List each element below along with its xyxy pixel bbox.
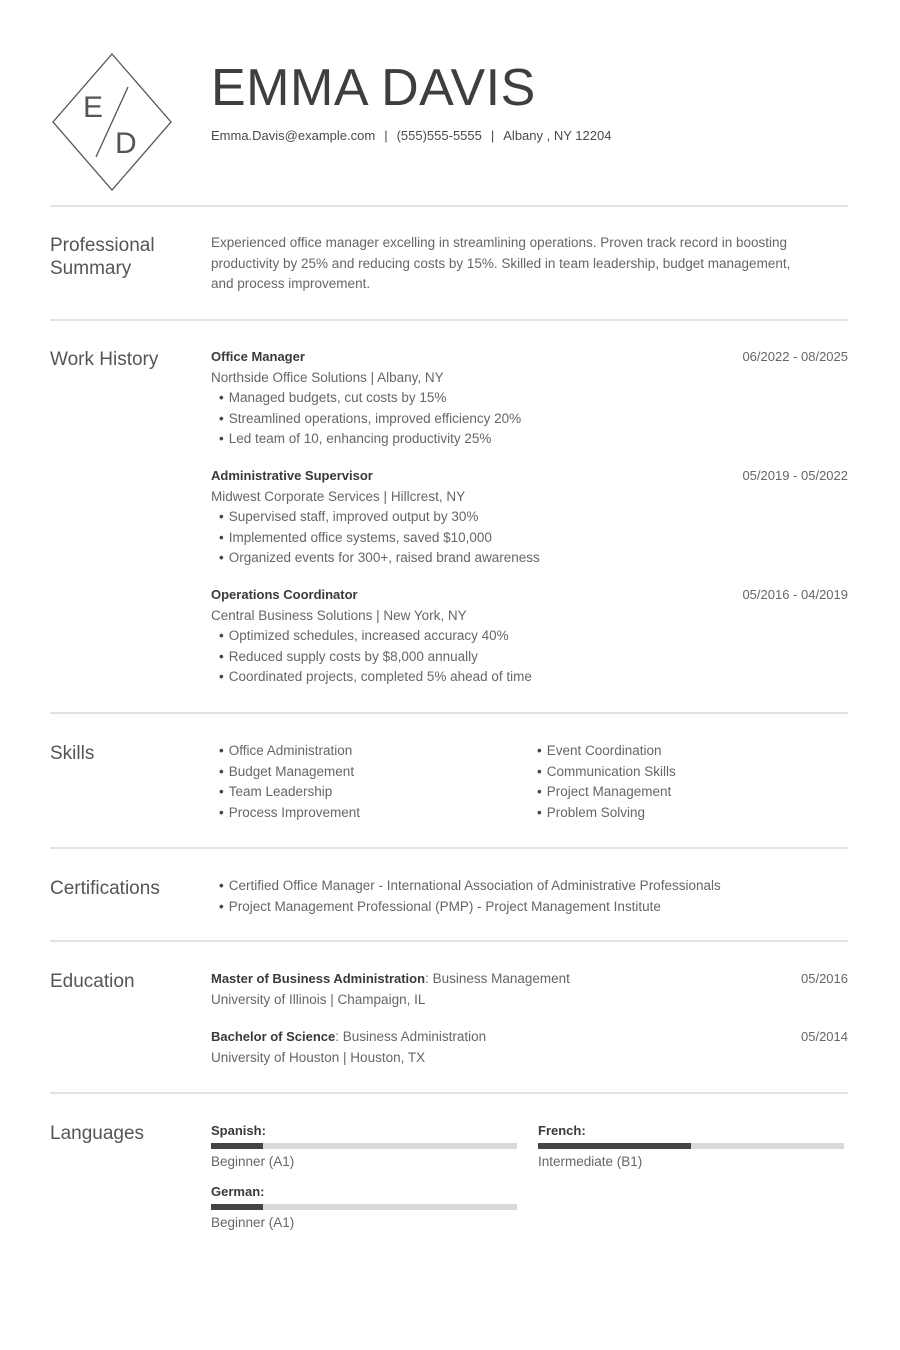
- job-dates: 05/2016 - 04/2019: [742, 587, 848, 602]
- summary-label: Professional Summary: [50, 235, 155, 279]
- job-bullets: [211, 388, 848, 450]
- school-name: University of Illinois | Champaign, IL: [211, 991, 426, 1007]
- certification-item: • Certified Office Manager - International Association of Administrative Professionals: [211, 876, 721, 897]
- degree-name: Master of Business Administration: [211, 971, 426, 986]
- skill-item: • Communication Skills: [529, 762, 676, 783]
- candidate-name: EMMA DAVIS: [211, 59, 536, 117]
- school-name: University of Houston | Houston, TX: [211, 1049, 426, 1065]
- job-bullet: • Organized events for 300+, raised brand awareness: [219, 548, 848, 569]
- education-label: Education: [50, 971, 135, 992]
- job-dates: 06/2022 - 08/2025: [742, 349, 848, 364]
- language-proficiency-bar: [211, 1143, 517, 1149]
- job-bullet: • Led team of 10, enhancing productivity 25%: [219, 429, 848, 450]
- language-entry: [211, 1122, 517, 1171]
- section-divider: [50, 712, 848, 714]
- job-entry: [211, 347, 848, 450]
- degree-field: : Business Management: [425, 971, 570, 986]
- language-level: Beginner (A1): [211, 1215, 295, 1230]
- job-bullet: • Implemented office systems, saved $10,000: [219, 528, 848, 549]
- skills-label: Skills: [50, 743, 95, 764]
- job-bullet: • Managed budgets, cut costs by 15%: [219, 388, 848, 409]
- monogram-logo: [52, 53, 172, 191]
- language-entry: [538, 1122, 844, 1171]
- job-bullet: • Supervised staff, improved output by 30%: [219, 507, 848, 528]
- job-bullets: [211, 626, 848, 688]
- job-title: Operations Coordinator: [211, 587, 358, 602]
- skill-item: • Problem Solving: [529, 803, 676, 824]
- skill-item: • Process Improvement: [211, 803, 360, 824]
- job-bullets: [211, 507, 848, 569]
- graduation-date: 05/2016: [801, 971, 848, 986]
- education-entry: [211, 969, 848, 1010]
- language-proficiency-bar: [211, 1204, 517, 1210]
- job-bullet: • Coordinated projects, completed 5% ahead of time: [219, 667, 848, 688]
- section-divider: [50, 319, 848, 321]
- language-name: Spanish:: [211, 1123, 266, 1138]
- location-text: Albany , NY 12204: [503, 128, 612, 143]
- language-name: French:: [538, 1123, 586, 1138]
- language-level: Intermediate (B1): [538, 1154, 643, 1169]
- language-proficiency-fill: [211, 1143, 263, 1149]
- skill-item: • Event Coordination: [529, 741, 676, 762]
- summary-text: Experienced office manager excelling in streamlining operations. Proven track record in boosting productivity by 25% and reducing costs by 15%. Skilled in team leadership, budget management, and process improvement.: [211, 235, 791, 291]
- language-name: German:: [211, 1184, 265, 1199]
- contact-separator: |: [384, 128, 388, 143]
- skill-item: • Budget Management: [211, 762, 360, 783]
- language-proficiency-bar: [538, 1143, 844, 1149]
- certification-item: • Project Management Professional (PMP) - Project Management Institute: [211, 897, 721, 918]
- monogram-first-initial: E: [83, 91, 104, 124]
- job-bullet: • Reduced supply costs by $8,000 annually: [219, 647, 848, 668]
- job-entry: [211, 585, 848, 688]
- job-dates: 05/2019 - 05/2022: [742, 468, 848, 483]
- graduation-date: 05/2014: [801, 1029, 848, 1044]
- contact-separator: |: [490, 128, 495, 143]
- skill-item: • Office Administration: [211, 741, 360, 762]
- certifications-list: [211, 876, 721, 917]
- job-title: Office Manager: [211, 349, 305, 364]
- job-bullet: • Streamlined operations, improved efficiency 20%: [219, 409, 848, 430]
- degree-field: : Business Administration: [335, 1029, 487, 1044]
- job-company: Central Business Solutions | New York, NY: [211, 607, 467, 623]
- job-entry: [211, 466, 848, 569]
- section-divider: [50, 205, 848, 207]
- language-level: Beginner (A1): [211, 1154, 295, 1169]
- contact-line: [211, 128, 611, 143]
- education-entry: [211, 1027, 848, 1068]
- skill-item: • Project Management: [529, 782, 676, 803]
- email-text: Emma.Davis@example.com: [211, 128, 376, 143]
- skills-list-left: [211, 741, 360, 823]
- section-divider: [50, 1092, 848, 1094]
- job-company: Midwest Corporate Services | Hillcrest, NY: [211, 488, 466, 504]
- degree-name: Bachelor of Science: [211, 1029, 336, 1044]
- monogram-last-initial: D: [115, 127, 137, 160]
- job-bullet: • Optimized schedules, increased accuracy 40%: [219, 626, 848, 647]
- language-proficiency-fill: [211, 1204, 263, 1210]
- section-divider: [50, 940, 848, 942]
- language-entry: [211, 1183, 517, 1232]
- skills-list-right: [529, 741, 676, 823]
- phone-text: (555)555-5555: [396, 128, 482, 143]
- work-history-label: Work History: [50, 349, 159, 370]
- job-company: Northside Office Solutions | Albany, NY: [211, 369, 444, 385]
- job-title: Administrative Supervisor: [211, 468, 373, 483]
- languages-label: Languages: [50, 1123, 145, 1144]
- certifications-label: Certifications: [50, 878, 160, 899]
- section-divider: [50, 847, 848, 849]
- skill-item: • Team Leadership: [211, 782, 360, 803]
- language-proficiency-fill: [538, 1143, 691, 1149]
